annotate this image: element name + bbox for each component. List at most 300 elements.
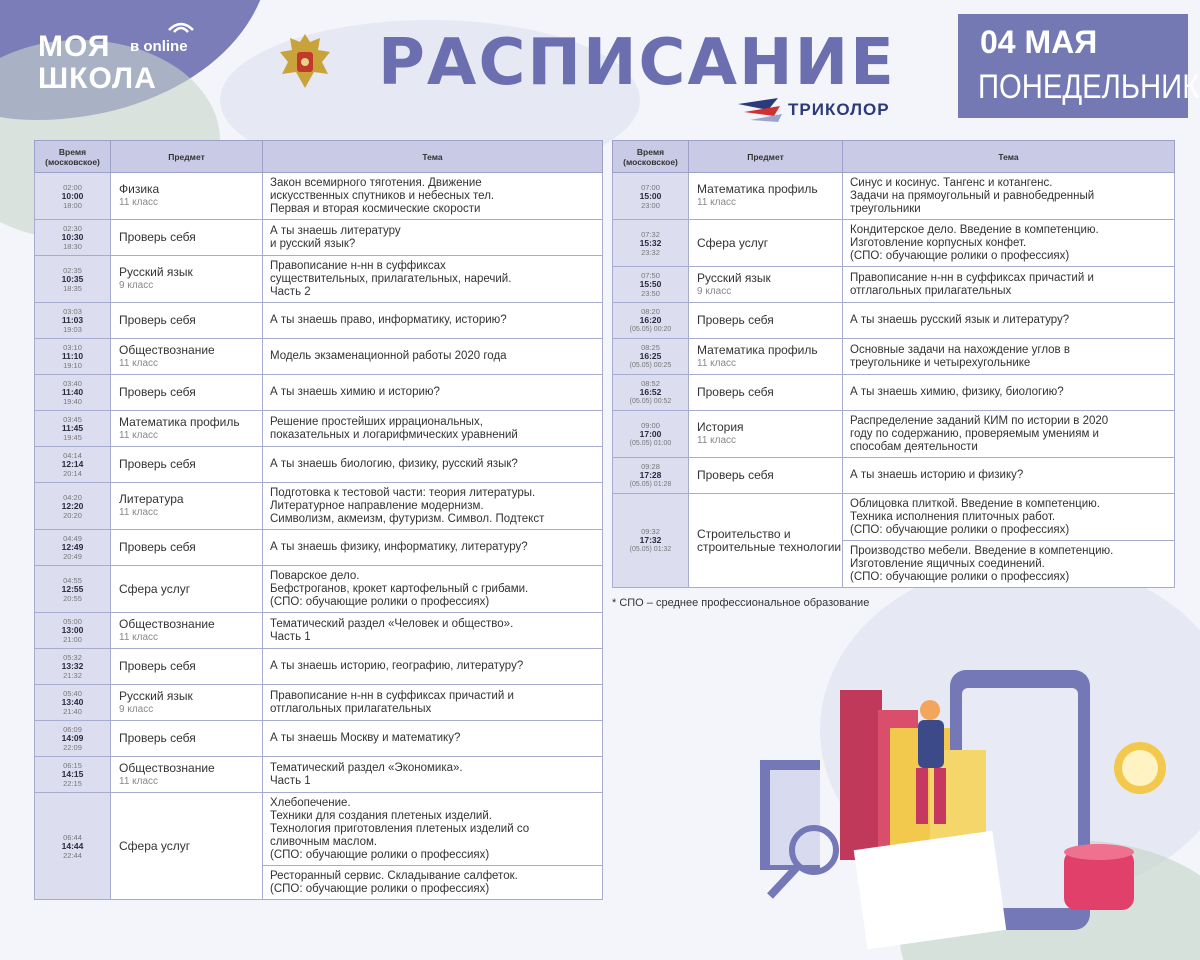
- table-row: [35, 220, 603, 256]
- table-row: [35, 793, 603, 866]
- time-msk: 06:44: [63, 832, 82, 842]
- subject-name: Русский язык: [119, 265, 193, 279]
- time-main: 13:32: [61, 661, 84, 671]
- subject-cell: [111, 173, 263, 220]
- topic-line: треугольники: [850, 202, 921, 215]
- logo-online: в online: [130, 38, 188, 55]
- time-cell: [35, 173, 111, 220]
- subject-cell: [111, 483, 263, 530]
- subject-name: Математика профиль: [119, 414, 240, 429]
- grade-label: 11 класс: [697, 197, 737, 208]
- moya-shkola-logo: [38, 30, 218, 100]
- time-main: 11:40: [61, 387, 84, 397]
- table-row: [35, 375, 603, 411]
- col-subject-header: Предмет: [111, 141, 263, 173]
- topic-line: Ресторанный сервис. Складывание салфеток.: [270, 869, 518, 882]
- topic-line: Тематический раздел «Экономика».: [270, 761, 463, 774]
- wifi-icon: [166, 18, 196, 34]
- time-evening: 22:44: [63, 850, 82, 860]
- footnote: * СПО – среднее профессиональное образование: [612, 597, 870, 609]
- table-row: [613, 411, 1175, 458]
- table-row: [613, 339, 1175, 375]
- col-subject-header: Предмет: [689, 141, 843, 173]
- topic-line: искусственных спутников и небесных тел.: [270, 189, 495, 202]
- table-row: [613, 494, 1175, 541]
- table-row: [613, 173, 1175, 220]
- time-evening: 23:00: [641, 200, 660, 210]
- time-cell: [35, 530, 111, 566]
- brand-name: ТРИКОЛОР: [788, 100, 890, 119]
- table-row: [35, 303, 603, 339]
- topic-line: Литературное направление модернизм.: [270, 499, 484, 512]
- topic-line: Бефстроганов, крокет картофельный с грибами.: [270, 582, 529, 595]
- grade-label: 11 класс: [119, 197, 159, 208]
- topic-line: А ты знаешь историю, географию, литературу?: [270, 660, 524, 672]
- topic-cell: [263, 613, 603, 649]
- time-cell: [35, 303, 111, 339]
- time-cell: [35, 649, 111, 685]
- subject-cell: [689, 375, 843, 411]
- topic-cell: [263, 649, 603, 685]
- logo-line1: МОЯ: [38, 30, 111, 63]
- table-row: [35, 411, 603, 447]
- col-topic-header: Тема: [263, 141, 603, 173]
- topic-line: Облицовка плиткой. Введение в компетенцию.: [850, 497, 1100, 510]
- time-cell: [613, 411, 689, 458]
- subject-name: Проверь себя: [119, 457, 196, 471]
- subject-name: Литература: [119, 492, 184, 506]
- topic-line: А ты знаешь физику, информатику, литературу?: [270, 541, 528, 553]
- time-main: 15:00: [639, 190, 662, 201]
- time-cell: [613, 375, 689, 411]
- time-cell: [35, 339, 111, 375]
- topic-cell: [263, 566, 603, 613]
- topic-cell: [263, 173, 603, 220]
- topic-line: Поварское дело.: [270, 569, 360, 582]
- subject-cell: [111, 303, 263, 339]
- topic-line: Изготовление корпусных конфет.: [850, 236, 1027, 249]
- grade-label: 9 класс: [119, 280, 154, 291]
- logo-line2: ШКОЛА: [38, 62, 157, 95]
- time-main: 13:00: [61, 625, 84, 635]
- time-msk: 02:00: [63, 182, 82, 192]
- topic-cell: [263, 256, 603, 303]
- topic-cell: [843, 541, 1175, 588]
- topic-cell: [263, 685, 603, 721]
- topic-line: Техники для создания плетеных изделий.: [270, 809, 492, 822]
- topic-cell: [263, 866, 603, 900]
- time-cell: [35, 757, 111, 793]
- time-main: 12:20: [61, 500, 84, 511]
- time-cell: [35, 685, 111, 721]
- topic-line: Изготовление ящичных соединений.: [850, 557, 1045, 570]
- topic-cell: [263, 530, 603, 566]
- table-row: [35, 339, 603, 375]
- topic-line: А ты знаешь Москву и математику?: [270, 732, 461, 744]
- table-row: [613, 220, 1175, 267]
- subject-cell: [111, 649, 263, 685]
- subject-cell: [111, 411, 263, 447]
- table-row: [35, 447, 603, 483]
- time-cell: [35, 721, 111, 757]
- date-box: [958, 14, 1200, 118]
- time-evening: 22:09: [63, 743, 82, 752]
- grade-label: 11 класс: [119, 631, 159, 643]
- topic-line: Техника исполнения плиточных работ.: [850, 510, 1056, 523]
- time-main: 11:03: [61, 315, 84, 325]
- time-main: 11:45: [61, 423, 84, 433]
- subject-cell: [111, 613, 263, 649]
- time-main: 10:30: [61, 232, 84, 242]
- time-main: 12:49: [61, 542, 84, 552]
- topic-cell: [843, 267, 1175, 303]
- topic-cell: [843, 375, 1175, 411]
- subject-cell: [689, 458, 843, 494]
- grade-label: 11 класс: [119, 429, 159, 441]
- topic-cell: [843, 411, 1175, 458]
- time-next-day: (05.05) 01:32: [629, 546, 672, 553]
- topic-cell: [263, 483, 603, 530]
- topic-line: Кондитерское дело. Введение в компетенцию.: [850, 223, 1099, 236]
- time-next-day: (05.05) 01:28: [629, 481, 672, 488]
- topic-cell: [843, 303, 1175, 339]
- table-row: [613, 458, 1175, 494]
- table-row: [35, 649, 603, 685]
- grade-label: 11 класс: [119, 507, 159, 518]
- topic-line: Тематический раздел «Человек и общество».: [270, 617, 514, 630]
- time-msk: 07:50: [641, 271, 660, 280]
- subject-cell: [689, 173, 843, 220]
- time-evening: 20:20: [63, 510, 82, 520]
- time-msk: 05:40: [63, 689, 82, 698]
- time-cell: [35, 447, 111, 483]
- page-title: РАСПИСАНИЕ: [378, 26, 896, 100]
- time-main: 14:44: [61, 840, 84, 851]
- tricolor-mark-icon: [734, 94, 790, 130]
- subject-cell: [689, 303, 843, 339]
- subject-cell: [111, 339, 263, 375]
- time-evening: 23:50: [641, 289, 660, 298]
- topic-cell: [843, 339, 1175, 375]
- time-next-day: (05.05) 00:20: [629, 326, 672, 333]
- time-cell: [35, 793, 111, 900]
- table-row: [35, 721, 603, 757]
- time-msk: 06:09: [63, 725, 82, 734]
- time-msk: 03:45: [63, 415, 82, 424]
- time-evening: 22:15: [63, 779, 82, 788]
- grade-label: 9 класс: [119, 703, 154, 715]
- time-main: 16:25: [639, 351, 662, 361]
- table-row: [35, 757, 603, 793]
- time-evening: 18:00: [63, 200, 82, 210]
- subject-name: Проверь себя: [119, 313, 196, 327]
- time-next-day: (05.05) 01:00: [629, 439, 672, 447]
- time-cell: [35, 256, 111, 303]
- topic-line: (СПО: обучающие ролики о профессиях): [850, 570, 1070, 583]
- time-cell: [35, 483, 111, 530]
- subject-cell: [111, 793, 263, 900]
- weekday-label: ПОНЕДЕЛЬНИК: [978, 68, 1200, 106]
- topic-line: Производство мебели. Введение в компетенцию.: [850, 544, 1114, 557]
- time-msk: 08:20: [641, 307, 660, 316]
- time-cell: [35, 411, 111, 447]
- time-msk: 09:28: [641, 462, 660, 471]
- grade-label: 11 класс: [697, 435, 737, 446]
- table-row: [613, 303, 1175, 339]
- time-evening: 19:10: [63, 361, 82, 370]
- time-main: 16:20: [639, 315, 662, 325]
- subject-cell: [111, 757, 263, 793]
- subject-name: Математика профиль: [697, 182, 818, 196]
- time-msk: 02:30: [63, 224, 82, 233]
- subject-name: Обществознание: [119, 760, 215, 775]
- study-illustration: [740, 640, 1200, 960]
- time-cell: [613, 339, 689, 375]
- subject-name: Обществознание: [119, 342, 215, 357]
- time-msk: 08:25: [641, 343, 660, 352]
- time-msk: 05:00: [63, 617, 82, 626]
- time-evening: 18:30: [63, 242, 82, 251]
- time-msk: 03:03: [63, 307, 82, 316]
- time-evening: 20:49: [63, 552, 82, 561]
- time-cell: [613, 220, 689, 267]
- topic-cell: [263, 411, 603, 447]
- topic-cell: [263, 303, 603, 339]
- time-main: 17:32: [639, 535, 662, 545]
- topic-line: Часть 2: [270, 285, 311, 298]
- time-msk: 09:00: [641, 420, 660, 430]
- topic-line: году по содержанию, проверяемым умениям и: [850, 427, 1099, 440]
- time-evening: 19:45: [63, 433, 82, 442]
- time-msk: 04:14: [63, 451, 82, 460]
- topic-line: Технология приготовления плетеных изделий со: [270, 822, 530, 835]
- subject-name: История: [697, 420, 744, 434]
- table-row: [35, 173, 603, 220]
- subject-name: Обществознание: [119, 616, 215, 631]
- subject-cell: [689, 220, 843, 267]
- time-cell: [613, 458, 689, 494]
- topic-line: треугольнике и четырехугольнике: [850, 356, 1031, 369]
- time-evening: 20:14: [63, 469, 82, 478]
- time-main: 11:10: [61, 351, 84, 361]
- col-time-header: Время (московское): [35, 141, 111, 173]
- time-main: 15:32: [639, 237, 662, 248]
- topic-cell: [263, 721, 603, 757]
- topic-line: Синус и косинус. Тангенс и котангенс.: [850, 176, 1053, 189]
- topic-line: и русский язык?: [270, 237, 356, 250]
- subject-name: Физика: [119, 182, 160, 196]
- time-main: 10:00: [61, 190, 84, 201]
- schedule-table-right: [612, 140, 1175, 588]
- time-evening: 19:03: [63, 325, 82, 334]
- subject-name: Проверь себя: [697, 385, 774, 399]
- time-msk: 02:35: [63, 265, 82, 275]
- time-next-day: (05.05) 00:52: [629, 398, 672, 405]
- time-main: 15:50: [639, 279, 662, 289]
- subject-name: Русский язык: [697, 270, 771, 285]
- topic-line: отглагольных прилагательных: [850, 284, 1012, 297]
- topic-line: Часть 1: [270, 774, 311, 787]
- topic-cell: [263, 220, 603, 256]
- time-msk: 04:20: [63, 492, 82, 502]
- table-row: [613, 375, 1175, 411]
- topic-line: существительных, прилагательных, наречий.: [270, 272, 512, 285]
- topic-line: способам деятельности: [850, 440, 978, 453]
- topic-line: Подготовка к тестовой части: теория литературы.: [270, 486, 536, 499]
- topic-line: (СПО: обучающие ролики о профессиях): [270, 882, 490, 895]
- topic-line: Правописание н-нн в суффиксах причастий и: [850, 271, 1094, 284]
- time-main: 12:14: [61, 459, 84, 469]
- time-cell: [613, 303, 689, 339]
- topic-line: А ты знаешь химию, физику, биологию?: [850, 386, 1064, 398]
- subject-name: Проверь себя: [119, 731, 196, 745]
- topic-line: (СПО: обучающие ролики о профессиях): [270, 595, 490, 608]
- topic-line: Часть 1: [270, 630, 311, 643]
- time-evening: 20:55: [63, 593, 82, 603]
- topic-cell: [843, 220, 1175, 267]
- subject-cell: [689, 494, 843, 588]
- grade-label: 11 класс: [119, 357, 159, 369]
- time-cell: [35, 566, 111, 613]
- table-row: [35, 685, 603, 721]
- time-main: 10:35: [61, 273, 84, 284]
- table-row: [613, 267, 1175, 303]
- topic-line: Решение простейших иррациональных,: [270, 415, 483, 428]
- subject-cell: [689, 411, 843, 458]
- time-cell: [613, 494, 689, 588]
- time-msk: 07:32: [641, 229, 660, 239]
- time-msk: 06:15: [63, 761, 82, 770]
- topic-line: Первая и вторая космические скорости: [270, 202, 481, 215]
- time-main: 13:40: [61, 697, 84, 707]
- topic-cell: [263, 447, 603, 483]
- date-label: 04 МАЯ: [980, 24, 1098, 60]
- topic-line: Задачи на прямоугольный и равнобедренный: [850, 189, 1095, 202]
- time-cell: [613, 267, 689, 303]
- subject-cell: [111, 447, 263, 483]
- subject-name: Проверь себя: [119, 540, 196, 554]
- time-evening: 21:40: [63, 707, 82, 716]
- time-evening: 19:40: [63, 397, 82, 406]
- tricolor-logo: [734, 94, 934, 130]
- time-main: 14:15: [61, 769, 84, 779]
- topic-line: А ты знаешь историю и физику?: [850, 469, 1024, 481]
- subject-name: Проверь себя: [119, 385, 196, 399]
- table-row: [35, 566, 603, 613]
- subject-cell: [111, 685, 263, 721]
- table-row: [35, 483, 603, 530]
- time-next-day: (05.05) 00:25: [629, 362, 672, 369]
- time-msk: 03:40: [63, 379, 82, 388]
- topic-cell: [843, 494, 1175, 541]
- subject-cell: [689, 339, 843, 375]
- table-row: [35, 256, 603, 303]
- subject-cell: [689, 267, 843, 303]
- time-evening: 18:35: [63, 283, 82, 293]
- time-msk: 07:00: [641, 182, 660, 192]
- subject-cell: [111, 566, 263, 613]
- time-cell: [613, 173, 689, 220]
- subject-name: Проверь себя: [119, 230, 196, 244]
- time-cell: [35, 220, 111, 256]
- time-evening: 21:00: [63, 635, 82, 644]
- subject-cell: [111, 220, 263, 256]
- topic-line: А ты знаешь химию и историю?: [270, 386, 440, 398]
- subject-name: Русский язык: [119, 688, 193, 703]
- topic-line: Основные задачи на нахождение углов в: [850, 343, 1070, 356]
- time-msk: 04:55: [63, 575, 82, 585]
- grade-label: 9 класс: [697, 285, 732, 297]
- topic-line: А ты знаешь русский язык и литературу?: [850, 314, 1070, 326]
- subject-name: Строительство и строительные технологии: [697, 526, 842, 554]
- grade-label: 11 класс: [697, 357, 737, 369]
- topic-cell: [263, 339, 603, 375]
- subject-name: Сфера услуг: [119, 581, 191, 596]
- table-row: [35, 530, 603, 566]
- table-row: [35, 613, 603, 649]
- time-msk: 03:10: [63, 343, 82, 352]
- time-msk: 08:52: [641, 379, 660, 388]
- grade-label: 11 класс: [119, 775, 159, 787]
- time-evening: 21:32: [63, 671, 82, 680]
- topic-cell: [263, 375, 603, 411]
- time-evening: 23:32: [641, 247, 660, 257]
- time-cell: [35, 613, 111, 649]
- topic-line: А ты знаешь право, информатику, историю?: [270, 314, 507, 326]
- emblem-icon: [272, 28, 338, 94]
- time-cell: [35, 375, 111, 411]
- topic-line: А ты знаешь литературу: [270, 224, 401, 237]
- subject-cell: [111, 375, 263, 411]
- topic-line: Модель экзаменационной работы 2020 года: [270, 350, 507, 362]
- topic-line: Правописание н-нн в суффиксах: [270, 259, 446, 272]
- subject-cell: [111, 256, 263, 303]
- topic-line: Хлебопечение.: [270, 796, 351, 809]
- topic-line: Символизм, акмеизм, футуризм. Символ. Подтекст: [270, 512, 545, 525]
- time-main: 17:00: [639, 428, 662, 439]
- topic-line: сливочным маслом.: [270, 835, 378, 848]
- time-main: 12:55: [61, 583, 84, 594]
- topic-line: А ты знаешь биологию, физику, русский язык?: [270, 458, 518, 470]
- topic-line: (СПО: обучающие ролики о профессиях): [850, 523, 1070, 536]
- col-time-header: Время (московское): [613, 141, 689, 173]
- time-main: 16:52: [639, 387, 662, 397]
- col-topic-header: Тема: [843, 141, 1175, 173]
- topic-line: Правописание н-нн в суффиксах причастий и: [270, 689, 514, 702]
- time-main: 14:09: [61, 733, 84, 743]
- subject-name: Математика профиль: [697, 342, 818, 357]
- topic-line: (СПО: обучающие ролики о профессиях): [850, 249, 1070, 262]
- subject-name: Сфера услуг: [119, 838, 191, 853]
- subject-name: Проверь себя: [119, 659, 196, 673]
- topic-cell: [263, 757, 603, 793]
- topic-line: Распределение заданий КИМ по истории в 2020: [850, 414, 1109, 427]
- topic-line: Закон всемирного тяготения. Движение: [270, 176, 482, 189]
- topic-line: показательных и логарифмических уравнений: [270, 428, 518, 441]
- time-msk: 05:32: [63, 653, 82, 662]
- topic-line: отглагольных прилагательных: [270, 702, 432, 715]
- time-main: 17:28: [639, 470, 662, 480]
- topic-line: (СПО: обучающие ролики о профессиях): [270, 848, 490, 861]
- subject-cell: [111, 721, 263, 757]
- topic-cell: [843, 458, 1175, 494]
- subject-name: Проверь себя: [697, 468, 774, 482]
- topic-cell: [263, 793, 603, 866]
- subject-name: Проверь себя: [697, 313, 774, 327]
- time-msk: 09:32: [641, 527, 660, 536]
- subject-name: Сфера услуг: [697, 235, 769, 250]
- subject-cell: [111, 530, 263, 566]
